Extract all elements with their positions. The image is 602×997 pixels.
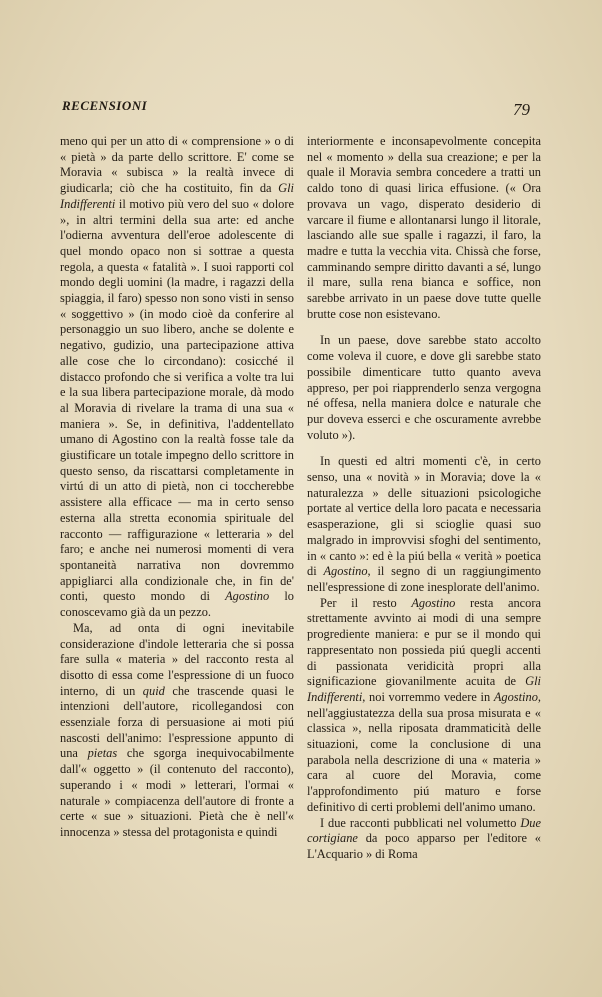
paragraph: Per il resto Agostino resta ancora strettamente avvinto ai modi di una sempre progrediente maniera: e pur se il mondo qui rappresentato non possieda piú quegli accenti di passionata veridicità propri alla significazione giovanilmente acuita de Gli Indifferenti, noi vorremmo vedere in Agostino, nell'aggiustatezza della sua prosa misurata e « classica », nella riposata drammaticità delle situazioni, come la conclusione di una parabola nella descrizione di una « materia » cara al cuore del Moravia, come l'approfondimento piú maturo e forse definitivo di certi problemi dell'animo umano. [307, 595, 541, 814]
paragraph: I due racconti pubblicati nel volumetto Due cortigiane da poco apparso per l'editore « L'Acquario » di Roma [307, 815, 541, 861]
paragraph: Ma, ad onta di ogni inevitabile considerazione d'indole letteraria che si possa fare sulla « materia » del racconto resta al disotto di essa come l'espressione di un fuoco interno, di un quid che trascende quasi le intenzioni dell'autore, ricollegandosi con essenziale forza di persuasione ai moti piú nascosti dell'animo: l'espressione appunto di una pietas che sgorga inequivocabilmente dall'« oggetto » (il contenuto del racconto), superando i « modi » letterari, l'ormai « naturale » compiacenza dell'autore di fronte a certe « sue » situazioni. Pietà che è nell'« innocenza » stessa del protagonista e quindi [60, 620, 294, 839]
page-number: 79 [513, 100, 530, 119]
left-column [60, 134, 294, 841]
paragraph: In questi ed altri momenti c'è, in certo senso, una « novità » in Moravia; dove la « naturalezza » delle situazioni psicologiche portate al vertice della loro pacata e necessaria esasperazione, gli si scioglie quasi suo malgrado in improvvisi sfoghi del sentimento, in « canto »: ed è la piú bella « verità » poetica di Agostino, il segno di un raggiungimento nell'espressione di zone inesplorate dell'animo. [307, 454, 541, 594]
running-head: RECENSIONI [62, 98, 148, 113]
paragraph: In un paese, dove sarebbe stato accolto come voleva il cuore, e dove gli sarebbe stato possibile dimenticare tutto quanto aveva appreso, per poi riapprenderlo senza vergogna né offesa, nella maniera dolce e naturale che pur doveva esserci e che oscuramente avrebbe voluto »). [307, 333, 541, 442]
paragraph-continued: meno qui per un atto di « comprensione » o di « pietà » da parte dello scrittore. E' come se Moravia « subisca » la realtà invece di giudicarla; ciò che ha costituito, fin da Gli Indifferenti il motivo più vero del suo « dolore », in altri termini della sua arte: ed anche l'odierna avventura dell'eroe adolescente di quel mondo opaco non si sottrae a questa regola, a questa « fatalità ». I suoi rapporti col mondo degli uomini (la madre, i ragazzi della spiaggia, il faro) spesso non sono visti in senso « soggettivo » (in modo cioè da conferire al personaggio un suo libero, anche se dolente e negativo, gudizio, una partecipazione attiva alle cose che lo circondano): cosicché il distacco profondo che si verifica a volte tra lui e la sua libera partecipazione morale, dà modo al Moravia di rivelare la trama di una sua « maniera ». Se, in definitiva, l'addentellato umano di Agostino con la realtà fosse tale da giustificare un totale impegno dello scrittore in questo senso, da riscattarsi completamente in virtú di un atto di pietà, non ci toccherebbe assistere alla efficace — ma in certo senso esterna alla stretta economia spirituale del racconto — raffigurazione « letteraria » del faro; e anche nei numerosi momenti di vera spontaneità narrativa non dovremmo appigliarci alla condizionale che, in fin de' conti, questo mondo di Agostino lo conoscevamo già da un pezzo. [60, 134, 294, 620]
paragraph-continued: interiormente e inconsapevolmente concepita nel « momento » della sua creazione; e per la quale il Moravia sembra concedere a tratti un caldo tono di quasi lirica effusione. (« Ora provava un vago, disperato desiderio di varcare il fiume e allontanarsi lungo il litorale, lasciando alle sue spalle i ragazzi, il faro, la madre e tutta la vecchia vita. Chissà che forse, camminando sempre diritto davanti a sé, lungo il mare, sulla rena bianca e soffice, non sarebbe arrivato in un paese dove tutte quelle brutte cose non esistevano. [307, 134, 541, 321]
right-column [307, 134, 541, 863]
